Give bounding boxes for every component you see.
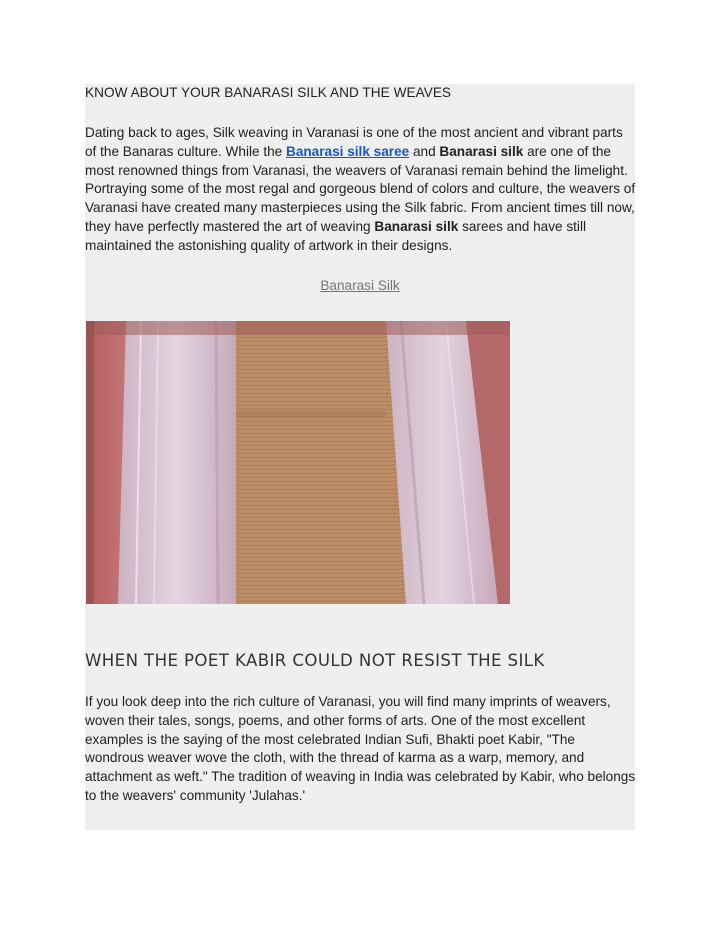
intro-text-3: are one of the most renowned things from Varanasi, the weavers of Varanasi remain behind the limelight. Portraying some of the most regal and gorgeous blend of colors and culture, the weavers of Varanasi have created many masterpieces using the Silk fabric. From ancient times till now, they have perfectly mastered the art of weaving [85, 143, 636, 234]
bold-banarasi-silk-1: Banarasi silk [439, 143, 524, 159]
banarasi-silk-saree-link[interactable]: Banarasi silk saree [286, 143, 410, 159]
image-caption-link[interactable]: Banarasi Silk [320, 278, 400, 293]
bold-banarasi-silk-2: Banarasi silk [374, 218, 459, 234]
intro-paragraph [85, 124, 637, 256]
intro-text-1: Dating back to ages, Silk weaving in Varanasi is one of the most ancient and vibrant parts of the Banaras culture. While the [85, 125, 623, 159]
banarasi-silk-saree-image [86, 321, 510, 604]
intro-text-4: sarees and have still maintained the astonishing quality of artwork in their designs. [85, 218, 586, 253]
intro-text-2: and [409, 143, 440, 159]
section-heading-kabir: WHEN THE POET KABIR COULD NOT RESIST THE SILK [85, 651, 545, 670]
kabir-paragraph: If you look deep into the rich culture of Varanasi, you will find many imprints of weavers, woven their tales, songs, poems, and other forms of arts. One of the most excellent examples is the saying of the most celebrated Indian Sufi, Bhakti poet Kabir, "The wondrous weaver wove the cloth, with the thread of karma as a warp, memory, and attachment as weft." The tradition of weaving in India was celebrated by Kabir, who belongs to the weavers' community 'Julahas.' [85, 694, 636, 803]
section-heading-weaves: KNOW ABOUT YOUR BANARASI SILK AND THE WEAVES [85, 85, 452, 100]
